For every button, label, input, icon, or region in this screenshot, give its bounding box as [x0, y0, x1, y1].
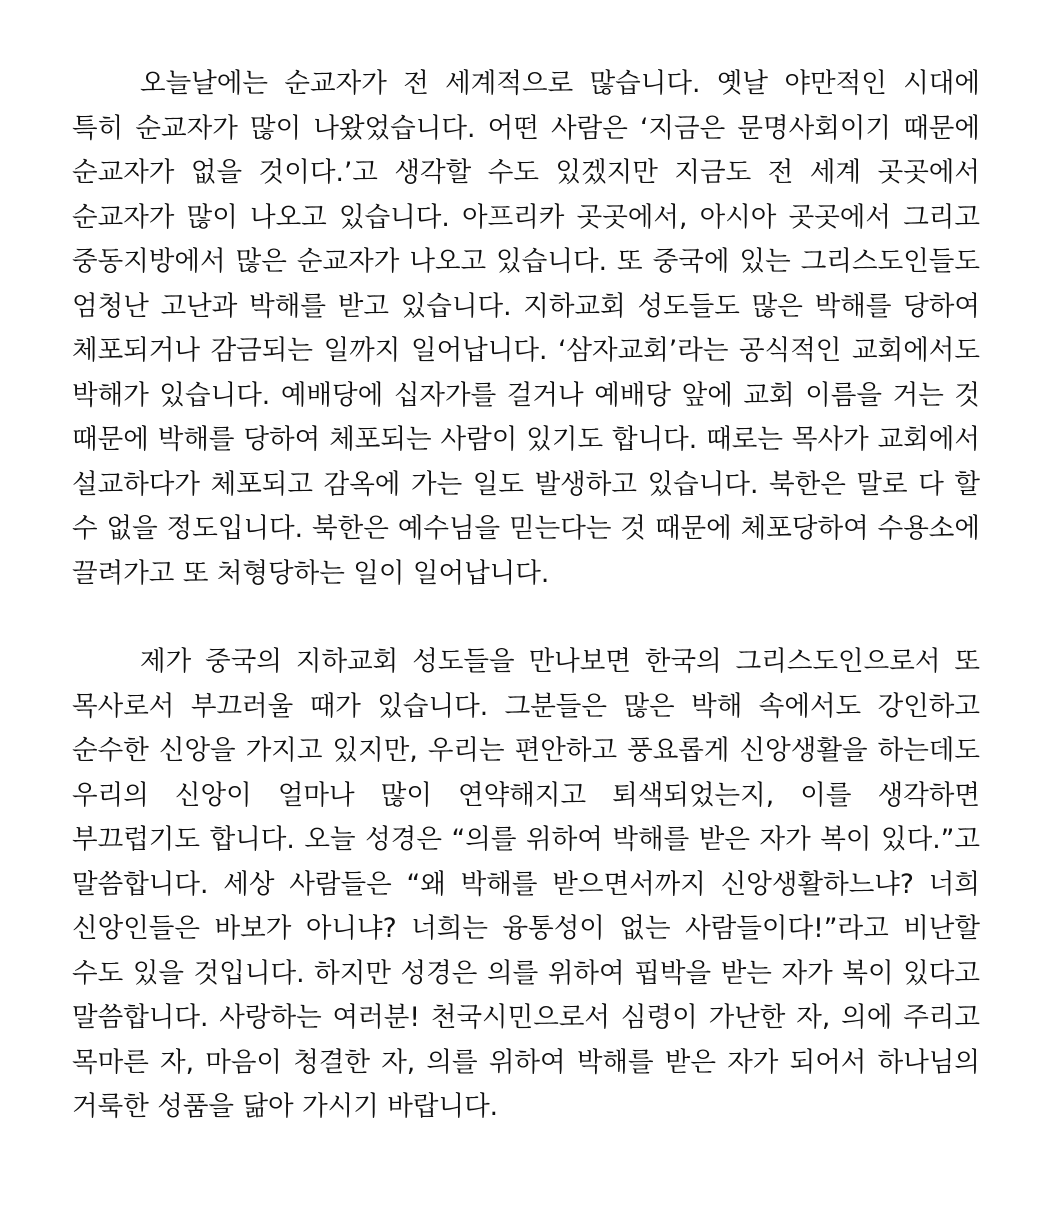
paragraph-2: 제가 중국의 지하교회 성도들을 만나보면 한국의 그리스도인으로서 또 목사로서 부끄러울 때가 있습니다. 그분들은 많은 박해 속에서도 강인하고 순수한 신앙을 가지고 있지만, 우리는 편안하고 풍요롭게 신앙생활을 하는데도 우리의 신앙이 얼마나 많이 연약해지고 퇴색되었는지, 이를 생각하면 부끄럽기도 합니다. 오늘 성경은 “의를 위하여 박해를 받은 자가 복이 있다.”고 말씀합니다. 세상 사람들은 “왜 박해를 받으면서까지 신앙생활하느냐? 너희 신앙인들은 바보가 아니냐? 너희는 융통성이 없는 사람들이다!”라고 비난할 수도 있을 것입니다. 하지만 성경은 의를 위하여 핍박을 받는 자가 복이 있다고 말씀합니다. 사랑하는 여러분! 천국시민으로서 심령이 가난한 자, 의에 주리고 목마른 자, 마음이 청결한 자, 의를 위하여 박해를 받은 자가 되어서 하나님의 거룩한 성품을 닮아 가시기 바랍니다.: [72, 646, 980, 1122]
paragraph-1: 오늘날에는 순교자가 전 세계적으로 많습니다. 옛날 야만적인 시대에 특히 순교자가 많이 나왔었습니다. 어떤 사람은 ‘지금은 문명사회이기 때문에 순교자가 없을 것이다.’고 생각할 수도 있겠지만 지금도 전 세계 곳곳에서 순교자가 많이 나오고 있습니다. 아프리카 곳곳에서, 아시아 곳곳에서 그리고 중동지방에서 많은 순교자가 나오고 있습니다. 또 중국에 있는 그리스도인들도 엄청난 고난과 박해를 받고 있습니다. 지하교회 성도들도 많은 박해를 당하여 체포되거나 감금되는 일까지 일어납니다. ‘삼자교회’라는 공식적인 교회에서도 박해가 있습니다. 예배당에 십자가를 걸거나 예배당 앞에 교회 이름을 거는 것 때문에 박해를 당하여 체포되는 사람이 있기도 합니다. 때로는 목사가 교회에서 설교하다가 체포되고 감옥에 가는 일도 발생하고 있습니다. 북한은 말로 다 할 수 없을 정도입니다. 북한은 예수님을 믿는다는 것 때문에 체포당하여 수용소에 끌려가고 또 처형당하는 일이 일어납니다.: [72, 68, 980, 589]
document-page: [72, 62, 980, 1130]
